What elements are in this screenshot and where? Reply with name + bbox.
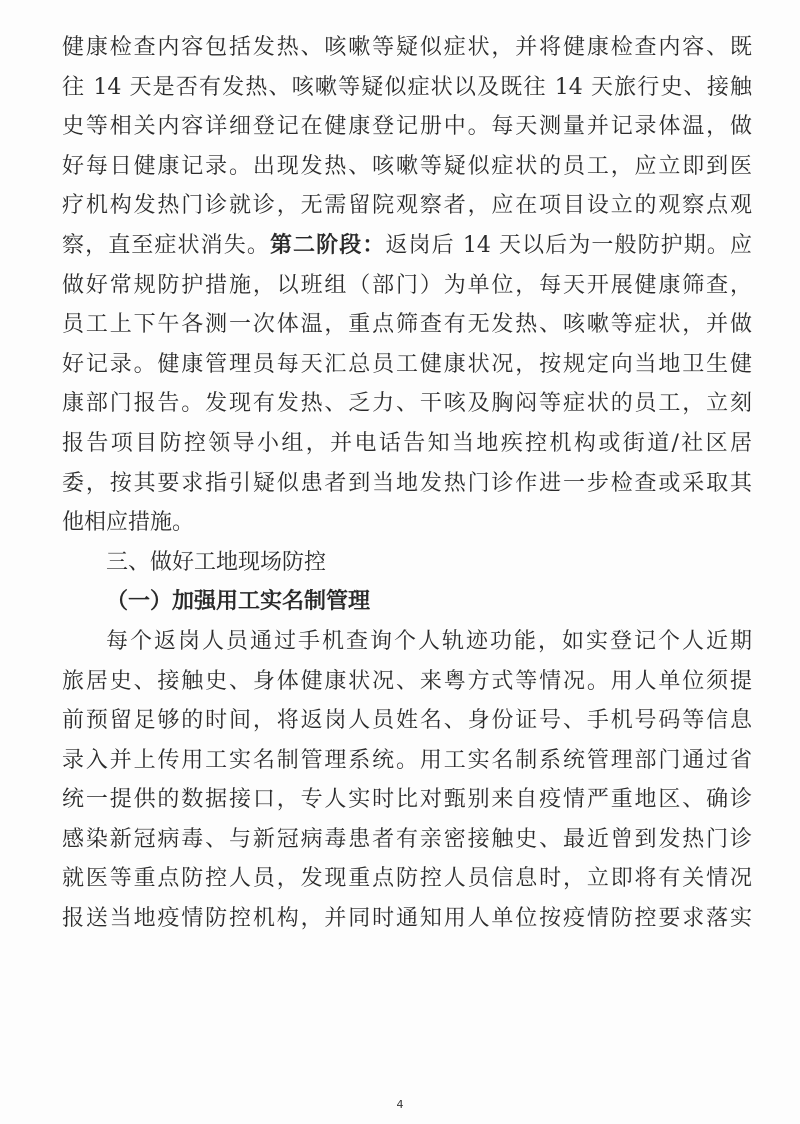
text-span: 返岗后 14 天以后为一般防护期。应 (385, 232, 752, 258)
text-line: 报告项目防控领导小组，并电话告知当地疾控机构或街道/社区居 (62, 430, 752, 456)
text-line: 旅居史、接触史、身体健康状况、来粤方式等情况。用人单位须提 (62, 668, 752, 694)
text-line: 好记录。健康管理员每天汇总员工健康状况，按规定向当地卫生健 (62, 351, 752, 377)
text-line: 前预留足够的时间，将返岗人员姓名、身份证号、手机号码等信息 (62, 708, 752, 734)
text-line: 员工上下午各测一次体温，重点筛查有无发热、咳嗽等症状，并做 (62, 312, 752, 338)
document-body (62, 28, 752, 939)
text-line: 做好常规防护措施，以班组（部门）为单位，每天开展健康筛查， (62, 272, 752, 298)
text-line: 康部门报告。发现有发热、乏力、干咳及胸闷等症状的员工，立刻 (62, 391, 752, 417)
text-line: 史等相关内容详细登记在健康登记册中。每天测量并记录体温，做 (62, 114, 752, 140)
page-number: 4 (396, 1098, 404, 1111)
text-line: 他相应措施。 (62, 510, 195, 536)
text-line: 健康检查内容包括发热、咳嗽等疑似症状，并将健康检查内容、既 (62, 35, 752, 60)
text-line: 统一提供的数据接口，专人实时比对甄别来自疫情严重地区、确诊 (62, 787, 752, 813)
text-line: 录入并上传用工实名制管理系统。用工实名制系统管理部门通过省 (62, 747, 752, 773)
text-line: 好每日健康记录。出现发热、咳嗽等疑似症状的员工，应立即到医 (62, 153, 752, 179)
text-line-with-stage-label (62, 226, 752, 266)
subsection-heading: （一）加强用工实名制管理 (106, 588, 371, 615)
text-line: 往 14 天是否有发热、咳嗽等疑似症状以及既往 14 天旅行史、接触 (62, 74, 752, 100)
section-heading: 三、做好工地现场防控 (106, 549, 327, 575)
text-line: 报送当地疫情防控机构，并同时通知用人单位按疫情防控要求落实 (62, 906, 752, 932)
text-line: 就医等重点防控人员，发现重点防控人员信息时，立即将有关情况 (62, 866, 752, 892)
text-span: 察，直至症状消失。 (62, 232, 270, 258)
text-line: 疗机构发热门诊就诊，无需留院观察者，应在项目设立的观察点观 (62, 193, 752, 219)
stage-two-label: 第二阶段： (269, 231, 386, 258)
text-line: 每个返岗人员通过手机查询个人轨迹功能，如实登记个人近期 (106, 628, 752, 654)
text-line: 感染新冠病毒、与新冠病毒患者有亲密接触史、最近曾到发热门诊 (62, 826, 752, 852)
text-line: 委，按其要求指引疑似患者到当地发热门诊作进一步检查或采取其 (62, 470, 752, 496)
